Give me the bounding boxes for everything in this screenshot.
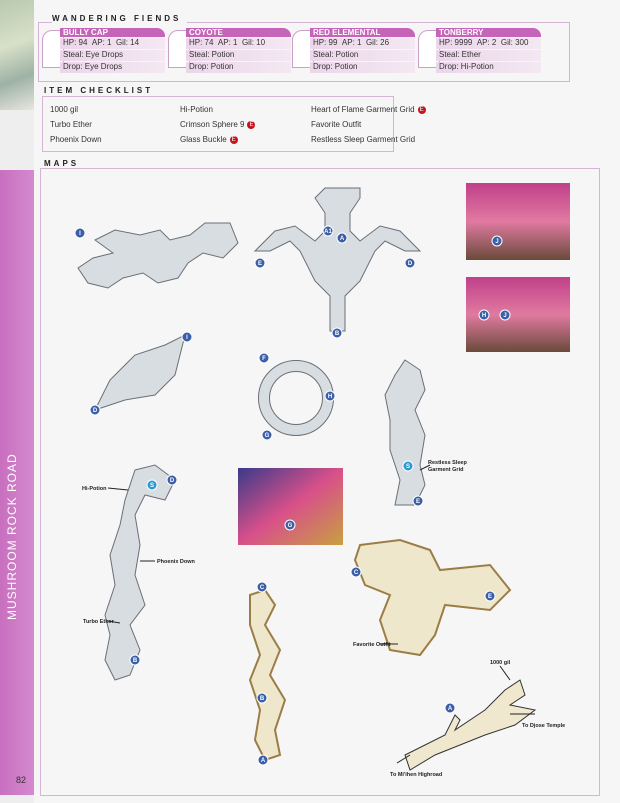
fiend-gil: Gil: 300: [500, 38, 529, 47]
fiend-ap: AP: 1: [341, 38, 362, 47]
page-number: 82: [16, 775, 27, 785]
fiend-name: BULLY CAP: [60, 28, 165, 37]
fiend-hp: HP: 94: [63, 38, 88, 47]
map-label-restless2: Garment Grid: [428, 467, 464, 473]
badge-e-icon: E: [231, 136, 236, 143]
fiend-gil: Gil: 26: [365, 38, 390, 47]
marker-letter: C: [259, 585, 265, 591]
fiend-gil: Gil: 14: [115, 38, 140, 47]
map-area-6: [250, 590, 285, 760]
map-area-1: [78, 223, 238, 288]
badge-e-icon: E: [419, 106, 424, 113]
map-label-restless1: Restless Sleep: [428, 460, 467, 466]
map-area-4: [385, 360, 425, 505]
map-marker-s: [403, 461, 413, 471]
fiend-gil: Gil: 10: [241, 38, 266, 47]
map-marker-h: [325, 391, 335, 401]
marker-letter: D: [169, 478, 175, 484]
map-marker-a: [258, 755, 268, 765]
fiend-drop: Drop: Potion: [186, 62, 291, 73]
badge-e-icon: E: [249, 121, 254, 128]
screenshot-photo-g: [238, 468, 343, 545]
fiend-steal: Steal: Potion: [310, 50, 415, 61]
marker-letter: A: [260, 758, 266, 764]
fiend-name: RED ELEMENTAL: [310, 28, 415, 37]
map-marker-f: [259, 353, 269, 363]
map-marker-a1: [323, 226, 333, 236]
checklist-item-label: Hi-Potion: [180, 105, 213, 114]
map-marker-d: [405, 258, 415, 268]
marker-letter: S: [149, 483, 155, 489]
screenshot-photo-j: [466, 183, 570, 260]
fiend-hp: HP: 74: [189, 38, 214, 47]
checklist-item-label: Restless Sleep Garment Grid: [311, 135, 416, 144]
marker-letter: H: [327, 394, 333, 400]
marker-letter: E: [415, 499, 421, 505]
fiend-name: TONBERRY: [436, 28, 541, 37]
marker-letter: I: [79, 231, 81, 237]
marker-letter: J: [495, 239, 499, 245]
marker-letter: B: [132, 658, 138, 664]
checklist-item-label: 1000 gil: [50, 105, 79, 114]
map-marker-d: [90, 405, 100, 415]
marker-letter: F: [262, 356, 266, 362]
marker-letter: J: [503, 313, 507, 319]
map-label-mihen: To Mi'ihen Highroad: [390, 772, 443, 778]
marker-letter: A: [447, 706, 453, 712]
map-label-phoenix-down: Phoenix Down: [157, 559, 195, 565]
fiend-hp: HP: 9999: [439, 38, 473, 47]
checklist-item-label: Glass Buckle: [180, 135, 227, 144]
map-marker-d: [167, 475, 177, 485]
checklist-item-label: Phoenix Down: [50, 135, 102, 144]
checklist-item-label: Crimson Sphere 9: [180, 120, 245, 129]
map-marker-a: [445, 703, 455, 713]
marker-letter: C: [353, 570, 359, 576]
map-marker-e: [485, 591, 495, 601]
map-marker-i: [182, 332, 192, 342]
fiend-hp: HP: 99: [313, 38, 338, 47]
marker-letter: E: [257, 261, 263, 267]
map-marker-a: [337, 233, 347, 243]
fiend-drop: Drop: Hi-Potion: [436, 62, 541, 73]
map-label-hi-potion: Hi-Potion: [82, 486, 107, 492]
map-label-gil: 1000 gil: [490, 660, 511, 666]
checklist-item-label: Heart of Flame Garment Grid: [311, 105, 415, 114]
map-marker-g: [285, 520, 295, 530]
map-label-turbo-ether: Turbo Ether: [83, 619, 114, 625]
map-marker-c: [351, 567, 361, 577]
marker-letter: D: [407, 261, 413, 267]
map-label-favorite-outfit: Favorite Outfit: [353, 642, 391, 648]
map-area-5: [105, 465, 175, 680]
marker-letter: G: [264, 433, 270, 439]
map-area-3: [95, 335, 185, 410]
map-marker-e: [413, 496, 423, 506]
map-marker-s: [147, 480, 157, 490]
marker-letter: E: [487, 594, 493, 600]
map-marker-j: [492, 236, 502, 246]
marker-letter: B: [259, 696, 265, 702]
fiend-steal: Steal: Potion: [186, 50, 291, 61]
maps-heading: MAPS: [44, 159, 85, 168]
marker-letter: A: [339, 236, 345, 242]
map-marker-j: [500, 310, 510, 320]
marker-letter: H: [481, 313, 487, 319]
map-label-djose: To Djose Temple: [522, 723, 566, 729]
map-marker-b: [257, 693, 267, 703]
fiend-drop: Drop: Potion: [310, 62, 415, 73]
fiend-ap: AP: 1: [91, 38, 112, 47]
map-marker-b: [332, 328, 342, 338]
checklist-heading: ITEM CHECKLIST: [44, 86, 159, 95]
fiend-ap: AP: 1: [217, 38, 238, 47]
map-marker-g: [262, 430, 272, 440]
map-marker-i: [75, 228, 85, 238]
checklist-item-label: Favorite Outfit: [311, 120, 362, 129]
fiend-drop: Drop: Eye Drops: [60, 62, 165, 73]
marker-letter: I: [186, 335, 188, 341]
map-area-ring: [264, 366, 328, 430]
fiend-ap: AP: 2: [476, 38, 497, 47]
map-marker-c: [257, 582, 267, 592]
map-marker-b: [130, 655, 140, 665]
marker-letter: A1: [324, 229, 332, 235]
marker-letter: D: [92, 408, 98, 414]
fiends-heading: WANDERING FIENDS: [52, 14, 187, 23]
map-area-8: [405, 680, 535, 770]
marker-letter: S: [405, 464, 411, 470]
fiend-steal: Steal: Ether: [436, 50, 541, 61]
map-marker-h: [479, 310, 489, 320]
chapter-title: MUSHROOM ROCK ROAD: [5, 453, 19, 620]
marker-letter: G: [287, 523, 293, 529]
map-area-2: [255, 188, 420, 331]
map-marker-e: [255, 258, 265, 268]
marker-letter: B: [334, 331, 340, 337]
fiend-steal: Steal: Eye Drops: [60, 50, 165, 61]
checklist-item-label: Turbo Ether: [50, 120, 92, 129]
fiend-name: COYOTE: [186, 28, 291, 37]
